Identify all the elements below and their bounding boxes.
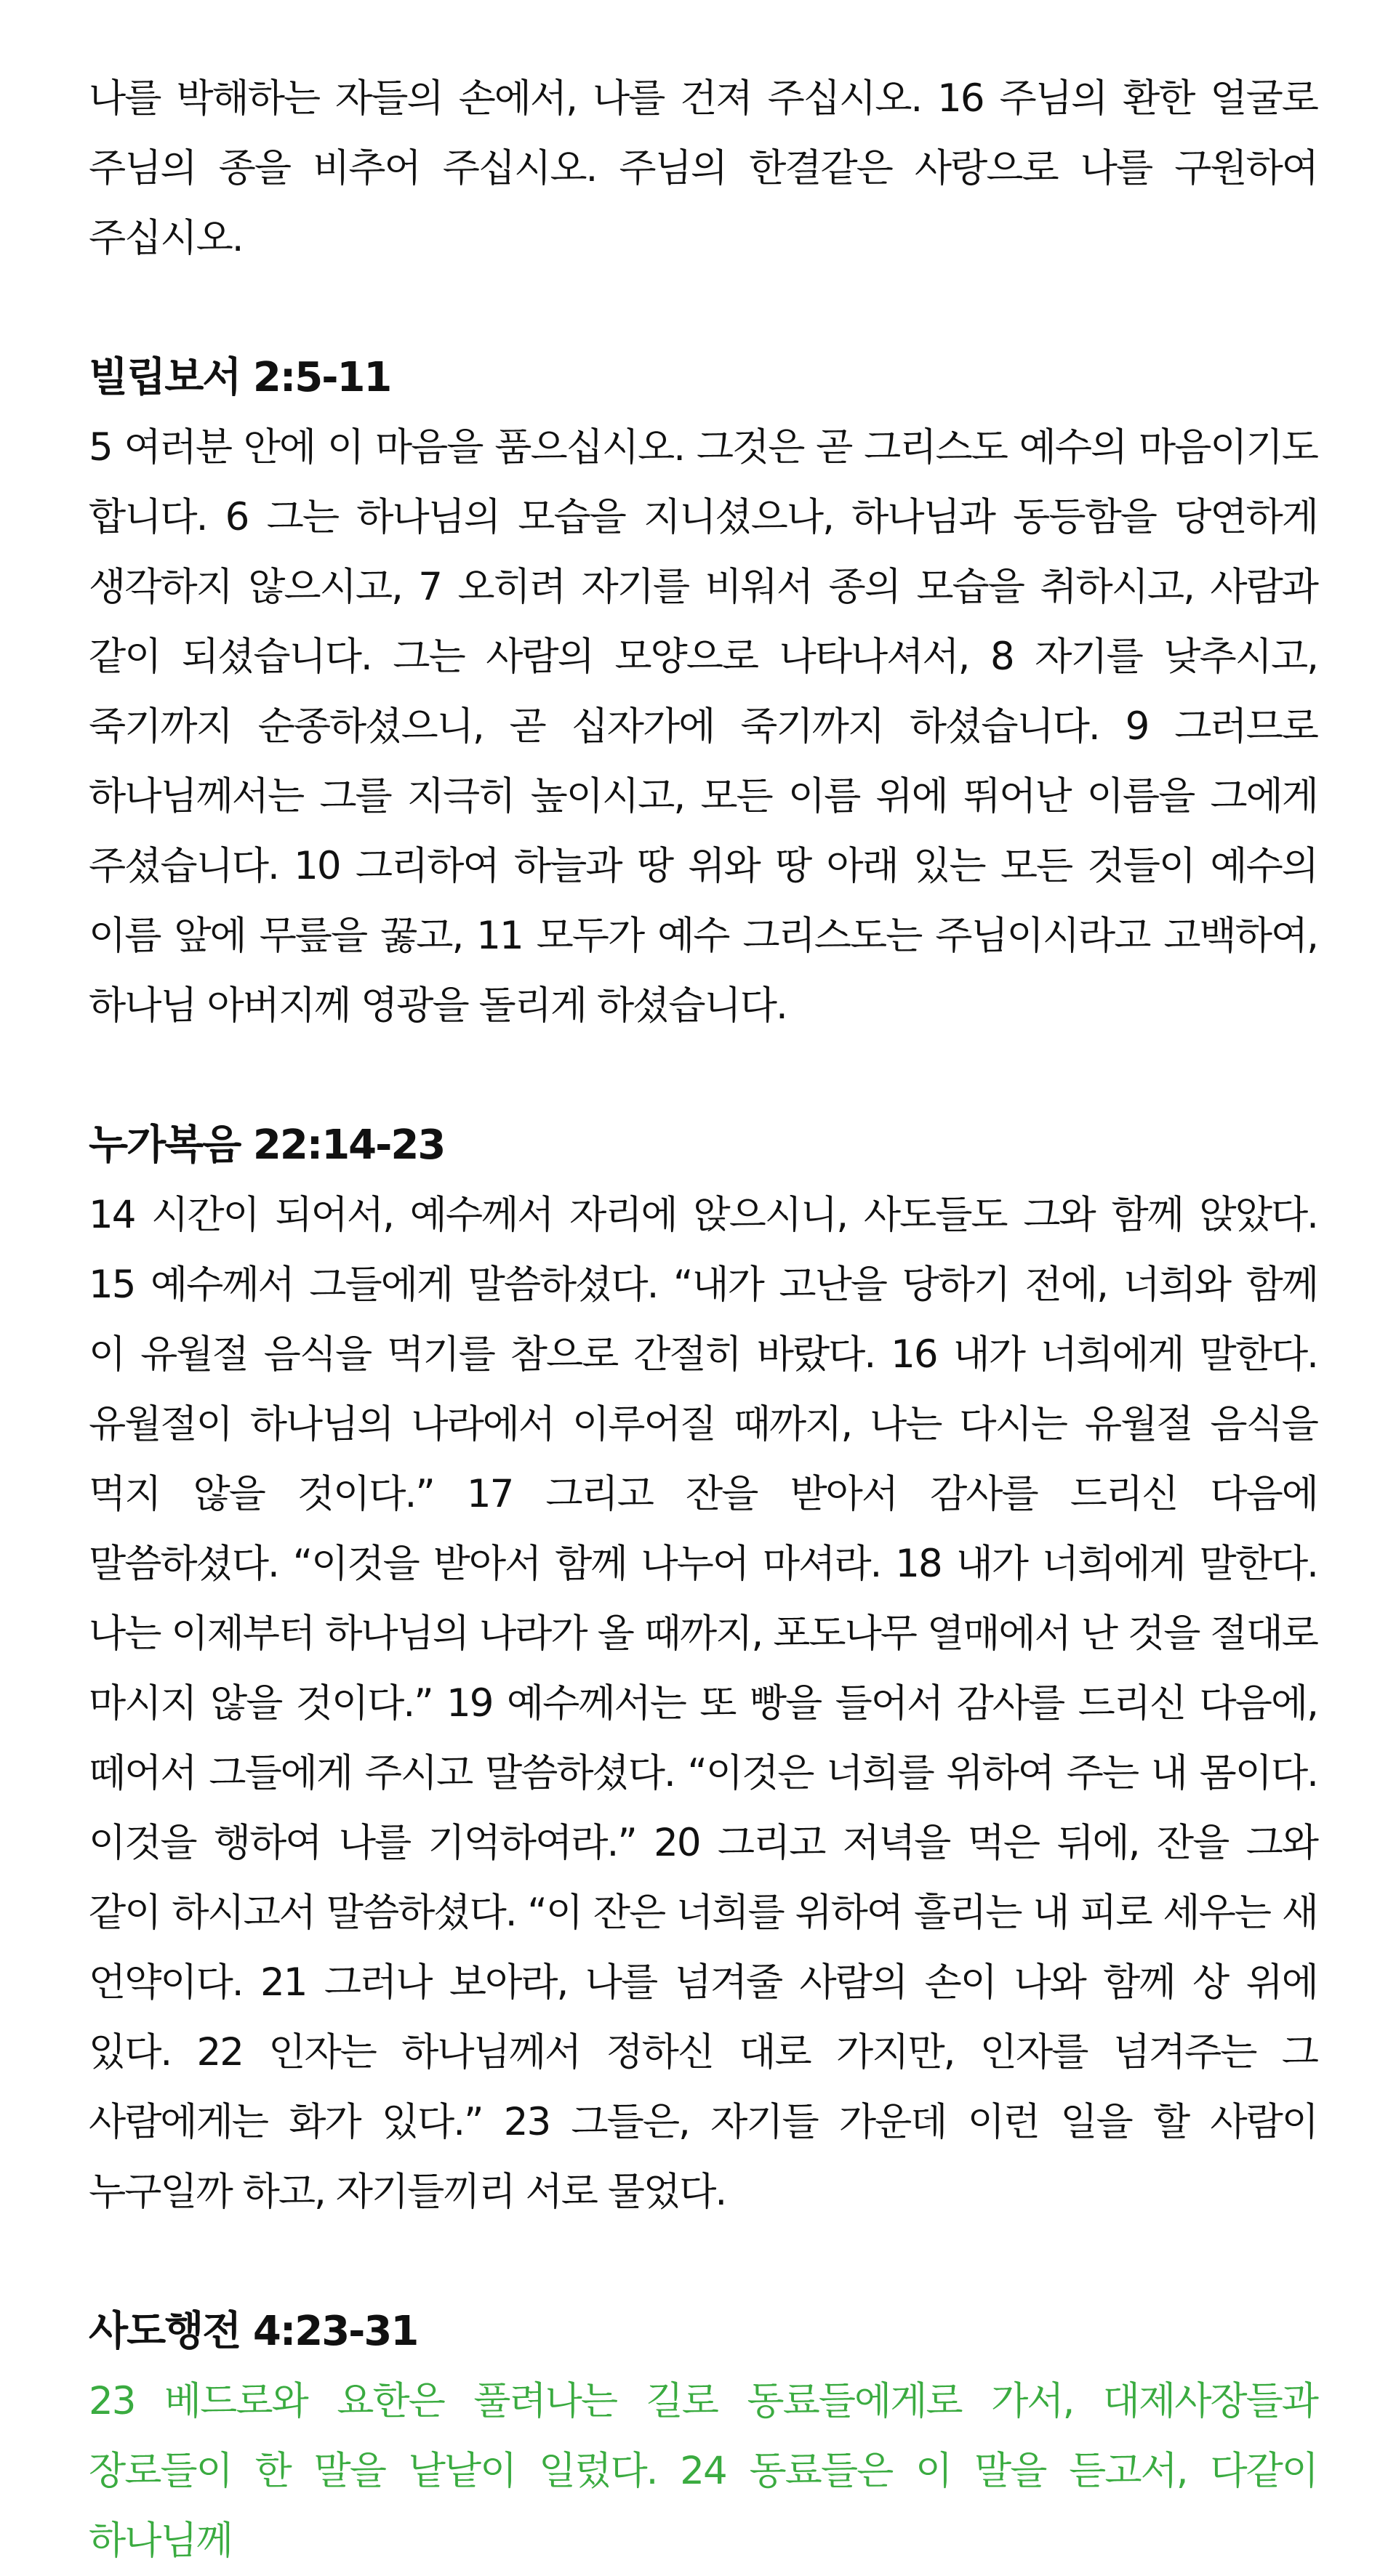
section-text-philippians: 5 여러분 안에 이 마음을 품으십시오. 그것은 곧 그리스도 예수의 마음이기도 합니다. 6 그는 하나님의 모습을 지니셨으나, 하나님과 동등함을 당연하게 생각하지 않으시고, 7 오히려 자기를 비워서 종의 모습을 취하시고, 사람과 같이 되셨습니다. 그는 사람의 모양으로 나타나셔서, 8 자기를 낮추시고, 죽기까지 순종하셨으니, 곧 십자가에 죽기까지 하셨습니다. 9 그러므로 하나님께서는 그를 지극히 높이시고, 모든 이름 위에 뛰어난 이름을 그에게 주셨습니다. 10 그리하여 하늘과 땅 위와 땅 아래 있는 모든 것들이 예수의 이름 앞에 무릎을 꿇고, 11 모두가 예수 그리스도는 주님이시라고 고백하여, 하나님 아버지께 영광을 돌리게 하셨습니다. xyxy=(89,425,1317,1028)
section-heading-philippians: 빌립보서 2:5-11 xyxy=(89,354,391,401)
section-heading-luke: 누가복음 22:14-23 xyxy=(89,1122,445,1169)
section-heading-acts: 사도행전 4:23-31 xyxy=(89,2308,418,2355)
section-text-luke: 14 시간이 되어서, 예수께서 자리에 앉으시니, 사도들도 그와 함께 앉았다. 15 예수께서 그들에게 말씀하셨다. “내가 고난을 당하기 전에, 너희와 함께 이 유월절 음식을 먹기를 참으로 간절히 바랐다. 16 내가 너희에게 말한다. 유월절이 하나님의 나라에서 이루어질 때까지, 나는 다시는 유월절 음식을 먹지 않을 것이다.” 17 그리고 잔을 받아서 감사를 드리신 다음에 말씀하셨다. “이것을 받아서 함께 나누어 마셔라. 18 내가 너희에게 말한다. 나는 이제부터 하나님의 나라가 올 때까지, 포도나무 열매에서 난 것을 절대로 마시지 않을 것이다.” 19 예수께서는 또 빵을 들어서 감사를 드리신 다음에, 떼어서 그들에게 주시고 말씀하셨다. “이것은 너희를 위하여 주는 내 몸이다. 이것을 행하여 나를 기억하여라.” 20 그리고 저녁을 먹은 뒤에, 잔을 그와 같이 하시고서 말씀하셨다. “이 잔은 너희를 위하여 흘리는 내 피로 세우는 새 언약이다. 21 그러나 보아라, 나를 넘겨줄 사람의 손이 나와 함께 상 위에 있다. 22 인자는 하나님께서 정하신 대로 가지만, 인자를 넘겨주는 그 사람에게는 화가 있다.” 23 그들은, 자기들 가운데 이런 일을 할 사람이 누구일까 하고, 자기들끼리 서로 물었다. xyxy=(89,1193,1317,2214)
section-text-acts: 23 베드로와 요한은 풀려나는 길로 동료들에게로 가서, 대제사장들과 장로들이 한 말을 낱낱이 일렀다. 24 동료들은 이 말을 듣고서, 다같이 하나님께 xyxy=(89,2379,1317,2563)
scripture-reading xyxy=(89,64,1317,2576)
intro-paragraph: 나를 박해하는 자들의 손에서, 나를 건져 주십시오. 16 주님의 환한 얼굴로 주님의 종을 비추어 주십시오. 주님의 한결같은 사랑으로 나를 구원하여 주십시오. xyxy=(89,76,1317,260)
